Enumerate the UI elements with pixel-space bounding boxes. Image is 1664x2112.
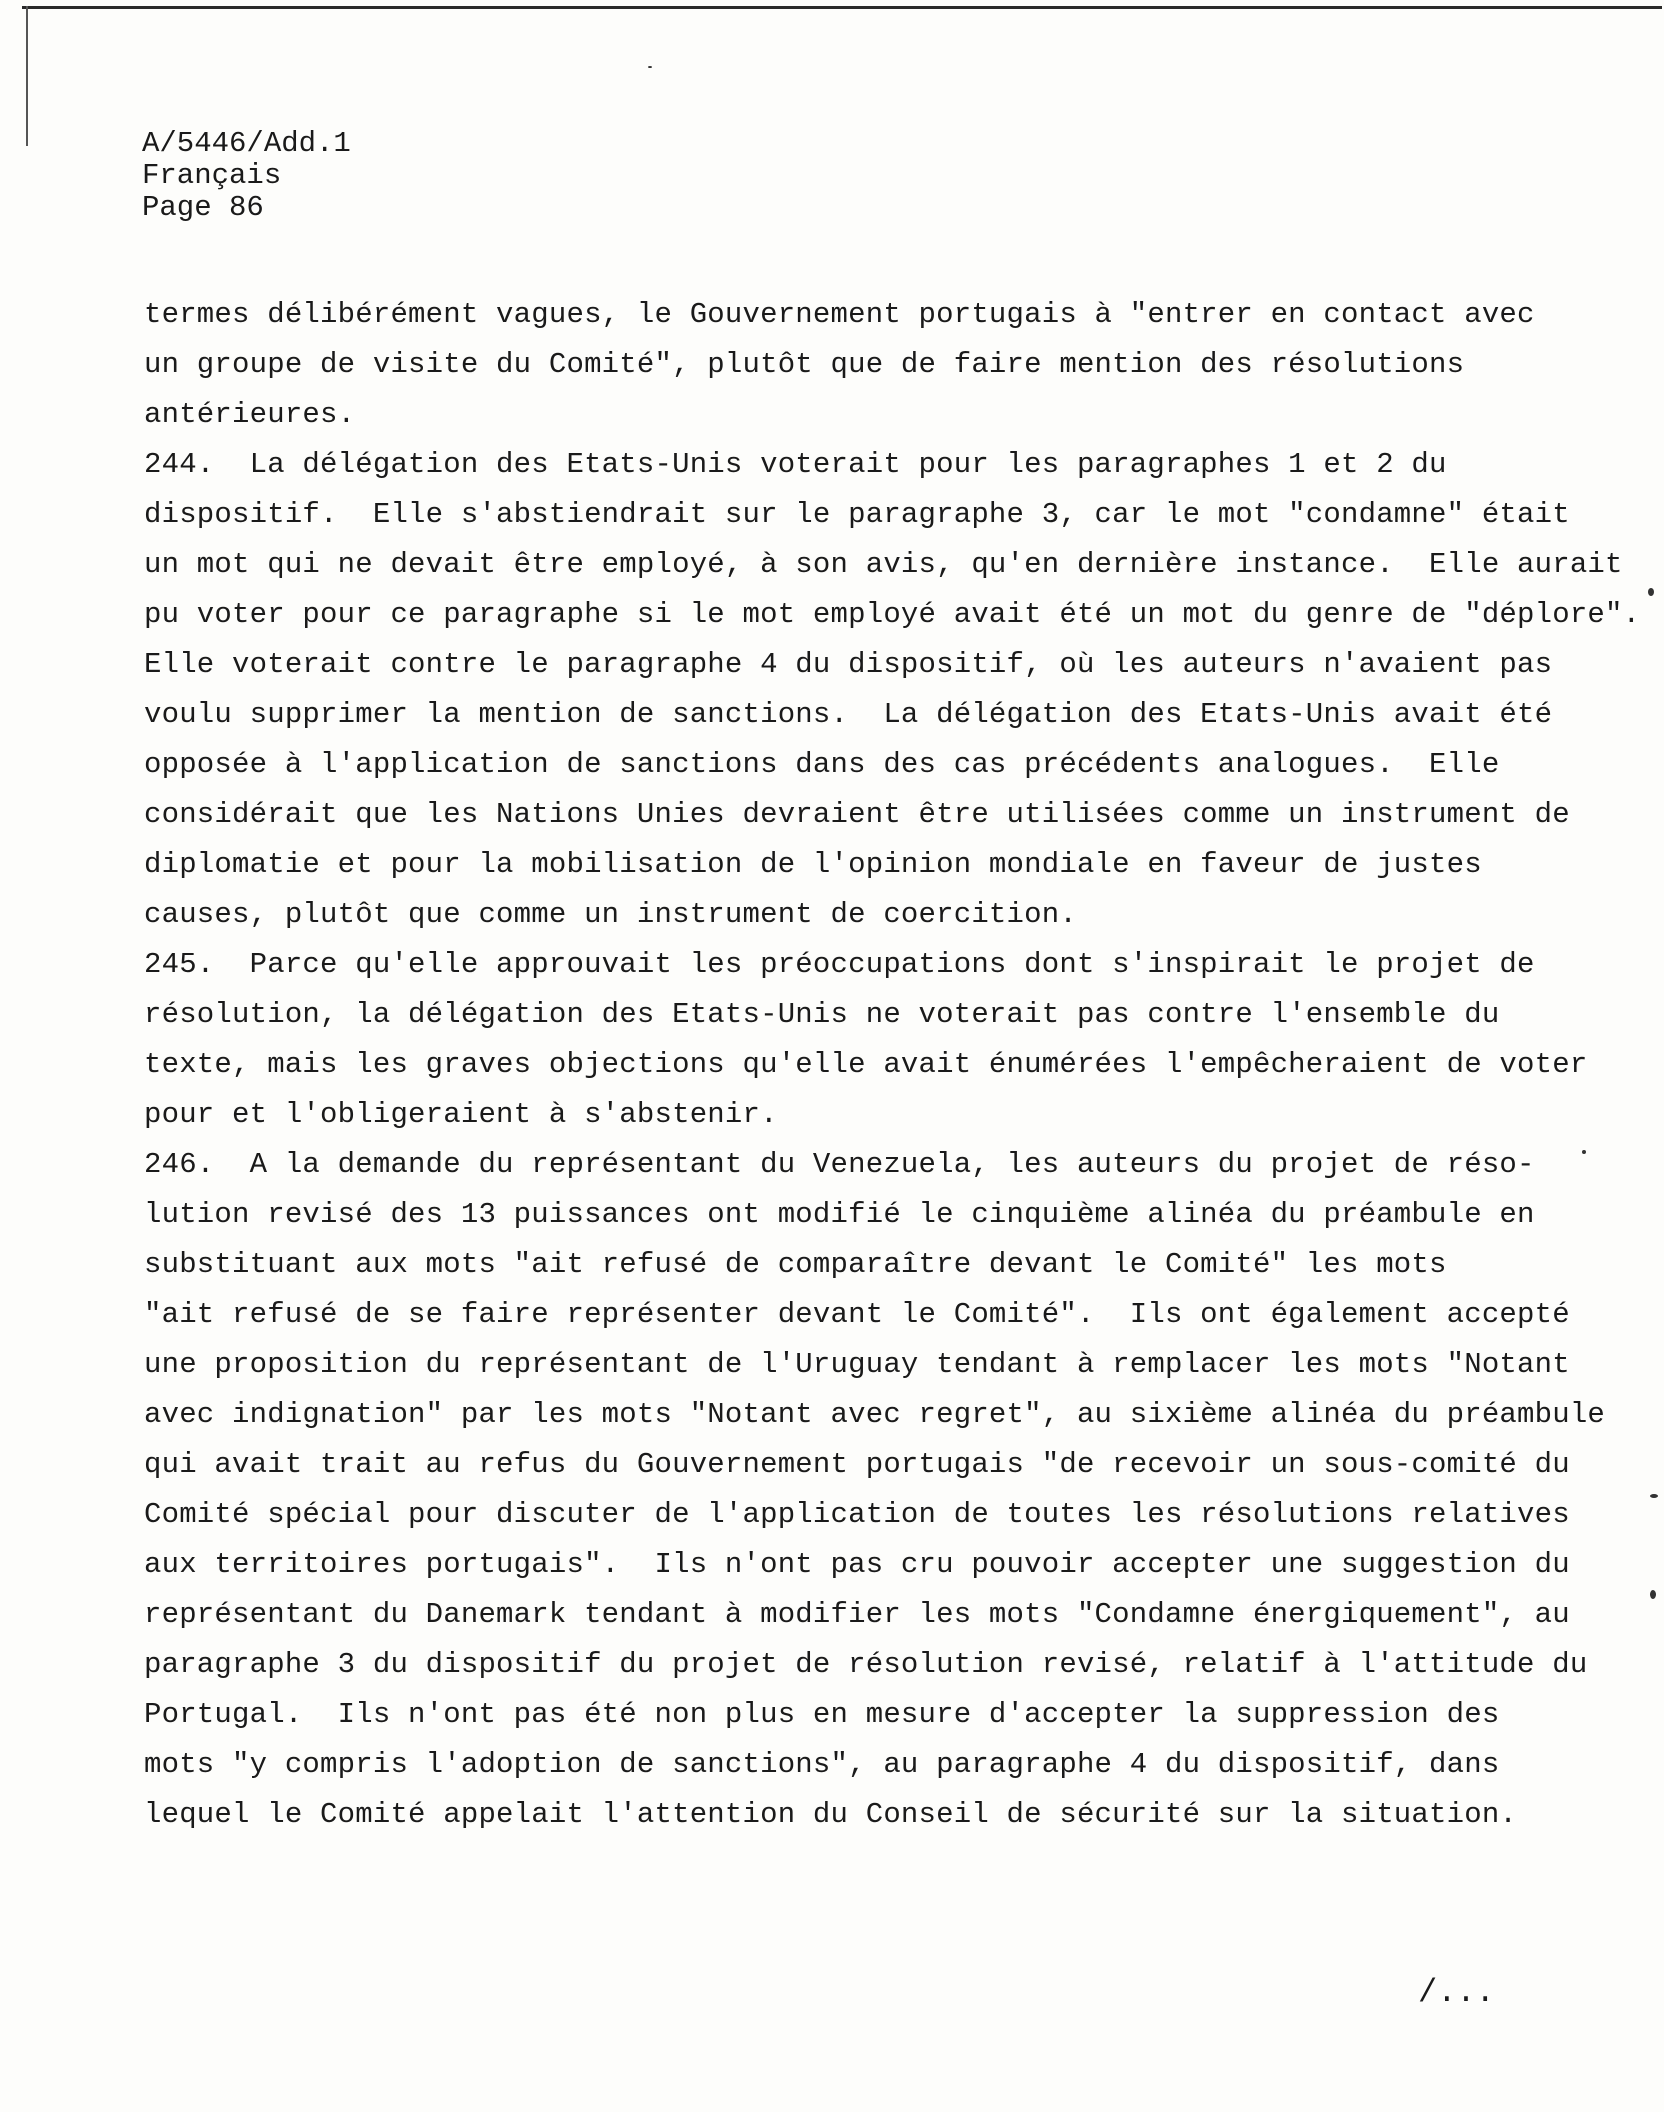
text-line: lution revisé des 13 puissances ont modifié le cinquième alinéa du préambule en bbox=[144, 1198, 1535, 1231]
text-line: 246. A la demande du représentant du Venezuela, les auteurs du projet de réso- bbox=[144, 1148, 1535, 1181]
continuation-mark: /... bbox=[1418, 1974, 1495, 2011]
text-line: qui avait trait au refus du Gouvernement portugais "de recevoir un sous-comité du bbox=[144, 1448, 1570, 1481]
text-line: voulu supprimer la mention de sanctions. La délégation des Etats-Unis avait été bbox=[144, 698, 1553, 731]
text-line: paragraphe 3 du dispositif du projet de résolution revisé, relatif à l'attitude du bbox=[144, 1648, 1588, 1681]
scan-speck bbox=[1582, 1150, 1586, 1154]
page-number: Page 86 bbox=[142, 191, 264, 224]
text-line: 245. Parce qu'elle approuvait les préoccupations dont s'inspirait le projet de bbox=[144, 948, 1535, 981]
text-line: un mot qui ne devait être employé, à son avis, qu'en dernière instance. Elle aurait bbox=[144, 548, 1623, 581]
text-line: termes délibérément vagues, le Gouvernement portugais à "entrer en contact avec bbox=[144, 298, 1535, 331]
text-line: considérait que les Nations Unies devraient être utilisées comme un instrument de bbox=[144, 798, 1570, 831]
text-line: pour et l'obligeraient à s'abstenir. bbox=[144, 1098, 778, 1131]
text-line: un groupe de visite du Comité", plutôt que de faire mention des résolutions bbox=[144, 348, 1465, 381]
scan-speck bbox=[648, 66, 652, 68]
text-line: antérieures. bbox=[144, 398, 356, 431]
text-line: dispositif. Elle s'abstiendrait sur le paragraphe 3, car le mot "condamne" était bbox=[144, 498, 1570, 531]
text-line: aux territoires portugais". Ils n'ont pas cru pouvoir accepter une suggestion du bbox=[144, 1548, 1570, 1581]
text-line: 244. La délégation des Etats-Unis voterait pour les paragraphes 1 et 2 du bbox=[144, 448, 1447, 481]
text-line: mots "y compris l'adoption de sanctions", au paragraphe 4 du dispositif, dans bbox=[144, 1748, 1500, 1781]
scan-speck bbox=[1650, 1494, 1658, 1498]
text-line: diplomatie et pour la mobilisation de l'opinion mondiale en faveur de justes bbox=[144, 848, 1482, 881]
text-line: opposée à l'application de sanctions dans des cas précédents analogues. Elle bbox=[144, 748, 1500, 781]
left-margin-rule bbox=[26, 6, 28, 146]
text-line: substituant aux mots "ait refusé de comparaître devant le Comité" les mots bbox=[144, 1248, 1447, 1281]
text-line: représentant du Danemark tendant à modifier les mots "Condamne énergiquement", au bbox=[144, 1598, 1570, 1631]
text-line: lequel le Comité appelait l'attention du Conseil de sécurité sur la situation. bbox=[144, 1798, 1518, 1831]
text-line: avec indignation" par les mots "Notant avec regret", au sixième alinéa du préambule bbox=[144, 1398, 1606, 1431]
scan-speck bbox=[1650, 1590, 1656, 1599]
text-line: une proposition du représentant de l'Uruguay tendant à remplacer les mots "Notant bbox=[144, 1348, 1570, 1381]
text-line: résolution, la délégation des Etats-Unis ne voterait pas contre l'ensemble du bbox=[144, 998, 1500, 1031]
text-line: causes, plutôt que comme un instrument de coercition. bbox=[144, 898, 1077, 931]
text-line: Elle voterait contre le paragraphe 4 du dispositif, où les auteurs n'avaient pas bbox=[144, 648, 1553, 681]
body-text bbox=[144, 290, 1641, 1840]
text-line: Comité spécial pour discuter de l'application de toutes les résolutions relatives bbox=[144, 1498, 1570, 1531]
text-line: pu voter pour ce paragraphe si le mot employé avait été un mot du genre de "déplore". bbox=[144, 598, 1641, 631]
scan-speck bbox=[1648, 588, 1654, 596]
text-line: texte, mais les graves objections qu'elle avait énumérées l'empêcheraient de voter bbox=[144, 1048, 1588, 1081]
text-line: "ait refusé de se faire représenter devant le Comité". Ils ont également accepté bbox=[144, 1298, 1570, 1331]
document-symbol: A/5446/Add.1 bbox=[142, 127, 351, 160]
text-line: Portugal. Ils n'ont pas été non plus en mesure d'accepter la suppression des bbox=[144, 1698, 1500, 1731]
document-language: Français bbox=[142, 159, 282, 192]
top-border-rule bbox=[22, 6, 1662, 9]
document-header bbox=[142, 128, 351, 224]
